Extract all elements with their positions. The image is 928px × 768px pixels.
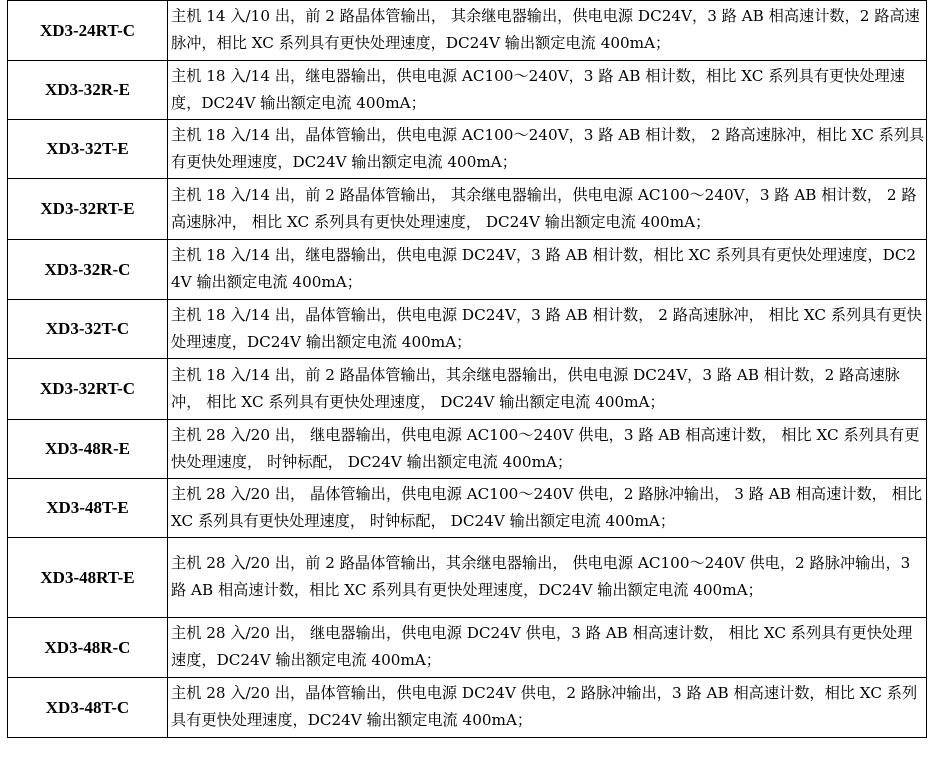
model-cell: XD3-32R-E (8, 61, 168, 120)
table-row (8, 61, 927, 120)
description-cell: 主机 28 入/20 出， 继电器输出，供电电源 AC100～240V 供电，3 路 AB 相高速计数， 相比 XC 系列具有更快处理速度， 时钟标配， DC24V 输出额定电流 400mA； (168, 420, 927, 479)
description-cell: 主机 18 入/14 出，晶体管输出，供电电源 AC100～240V，3 路 AB 相计数， 2 路高速脉冲，相比 XC 系列具有更快处理速度，DC24V 输出额定电流 400mA； (168, 120, 927, 179)
table-row (8, 538, 927, 618)
model-cell: XD3-48R-E (8, 420, 168, 479)
description-cell: 主机 18 入/14 出，继电器输出，供电电源 AC100～240V，3 路 AB 相计数，相比 XC 系列具有更快处理速度，DC24V 输出额定电流 400mA； (168, 61, 927, 120)
description-cell: 主机 14 入/10 出，前 2 路晶体管输出， 其余继电器输出，供电电源 DC24V，3 路 AB 相高速计数，2 路高速脉冲，相比 XC 系列具有更快处理速度，DC24V 输出额定电流 400mA； (168, 1, 927, 61)
model-cell: XD3-32R-C (8, 240, 168, 300)
description-cell: 主机 18 入/14 出，前 2 路晶体管输出，其余继电器输出，供电电源 DC24V，3 路 AB 相计数，2 路高速脉冲， 相比 XC 系列具有更快处理速度， DC24V 输出额定电流 400mA； (168, 359, 927, 420)
table-row (8, 618, 927, 678)
description-cell: 主机 18 入/14 出，继电器输出，供电电源 DC24V，3 路 AB 相计数，相比 XC 系列具有更快处理速度，DC24V 输出额定电流 400mA； (168, 240, 927, 300)
table-row (8, 1, 927, 61)
description-cell: 主机 28 入/20 出，晶体管输出，供电电源 DC24V 供电，2 路脉冲输出，3 路 AB 相高速计数，相比 XC 系列具有更快处理速度，DC24V 输出额定电流 400mA； (168, 678, 927, 738)
table-row (8, 179, 927, 240)
table-row (8, 120, 927, 179)
model-cell: XD3-48R-C (8, 618, 168, 678)
model-cell: XD3-32T-C (8, 300, 168, 359)
table-row (8, 359, 927, 420)
description-cell: 主机 28 入/20 出， 晶体管输出，供电电源 AC100～240V 供电，2 路脉冲输出， 3 路 AB 相高速计数， 相比 XC 系列具有更快处理速度， 时钟标配， DC24V 输出额定电流 400mA； (168, 479, 927, 538)
model-cell: XD3-32RT-C (8, 359, 168, 420)
table-row (8, 240, 927, 300)
description-cell: 主机 18 入/14 出，晶体管输出，供电电源 DC24V，3 路 AB 相计数， 2 路高速脉冲， 相比 XC 系列具有更快处理速度，DC24V 输出额定电流 400mA； (168, 300, 927, 359)
model-cell: XD3-24RT-C (8, 1, 168, 61)
description-cell: 主机 28 入/20 出，前 2 路晶体管输出，其余继电器输出， 供电电源 AC100～240V 供电，2 路脉冲输出，3 路 AB 相高速计数，相比 XC 系列具有更快处理速度，DC24V 输出额定电流 400mA； (168, 538, 927, 618)
model-cell: XD3-32T-E (8, 120, 168, 179)
model-cell: XD3-32RT-E (8, 179, 168, 240)
model-cell: XD3-48RT-E (8, 538, 168, 618)
table-row (8, 420, 927, 479)
description-cell: 主机 28 入/20 出， 继电器输出，供电电源 DC24V 供电，3 路 AB 相高速计数， 相比 XC 系列具有更快处理速度，DC24V 输出额定电流 400mA； (168, 618, 927, 678)
description-cell: 主机 18 入/14 出，前 2 路晶体管输出， 其余继电器输出，供电电源 AC100～240V，3 路 AB 相计数， 2 路高速脉冲， 相比 XC 系列具有更快处理速度， DC24V 输出额定电流 400mA； (168, 179, 927, 240)
model-cell: XD3-48T-E (8, 479, 168, 538)
product-spec-table (7, 0, 927, 738)
table-row (8, 479, 927, 538)
spec-table-body (8, 1, 927, 738)
model-cell: XD3-48T-C (8, 678, 168, 738)
table-row (8, 678, 927, 738)
table-row (8, 300, 927, 359)
